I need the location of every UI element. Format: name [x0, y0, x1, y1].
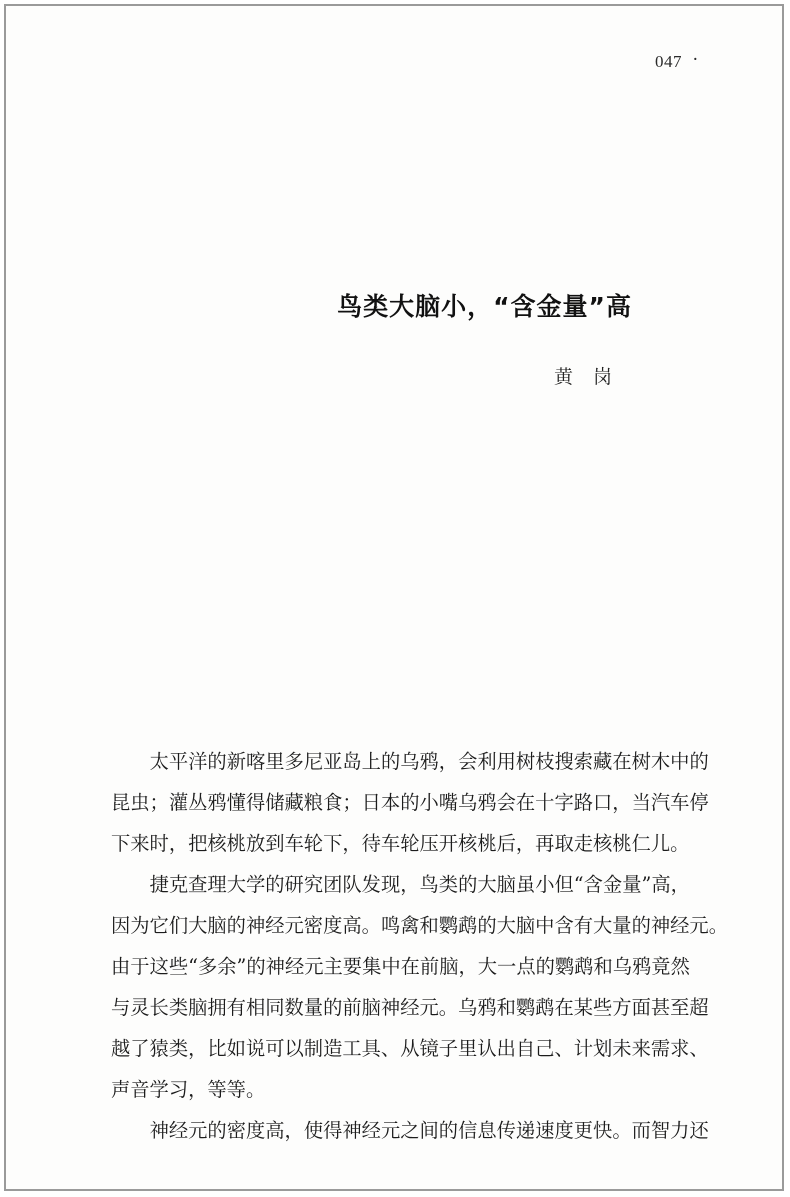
page-frame: [4, 4, 784, 1191]
body-line: 下来时，把核桃放到车轮下，待车轮压开核桃后，再取走核桃仁儿。: [111, 832, 690, 855]
article-author: 黄岗: [553, 366, 632, 388]
body-line: 神经元的密度高，使得神经元之间的信息传递速度更快。而智力还: [149, 1119, 709, 1142]
article-body: [111, 741, 728, 1151]
article-title: 鸟类大脑小，“含金量”高: [337, 292, 632, 321]
page-number: 047: [655, 52, 682, 71]
body-line: 因为它们大脑的神经元密度高。鸣禽和鹦鹉的大脑中含有大量的神经元。: [111, 914, 728, 937]
body-line: 昆虫；灌丛鸦懂得储藏粮食；日本的小嘴乌鸦会在十字路口，当汽车停: [111, 791, 709, 814]
body-line: 太平洋的新喀里多尼亚岛上的乌鸦，会利用树枝搜索藏在树木中的: [149, 750, 709, 773]
body-line: 由于这些“多余”的神经元主要集中在前脑，大一点的鹦鹉和乌鸦竟然: [111, 955, 690, 978]
body-line: 与灵长类脑拥有相同数量的前脑神经元。乌鸦和鹦鹉在某些方面甚至超: [111, 996, 709, 1019]
body-line: 声音学习，等等。: [111, 1078, 266, 1101]
body-line: 越了猿类，比如说可以制造工具、从镜子里认出自己、计划未来需求、: [111, 1037, 709, 1060]
body-line: 捷克查理大学的研究团队发现，鸟类的大脑虽小但“含金量”高，: [149, 873, 690, 896]
page-number-marker: ·: [692, 50, 698, 70]
